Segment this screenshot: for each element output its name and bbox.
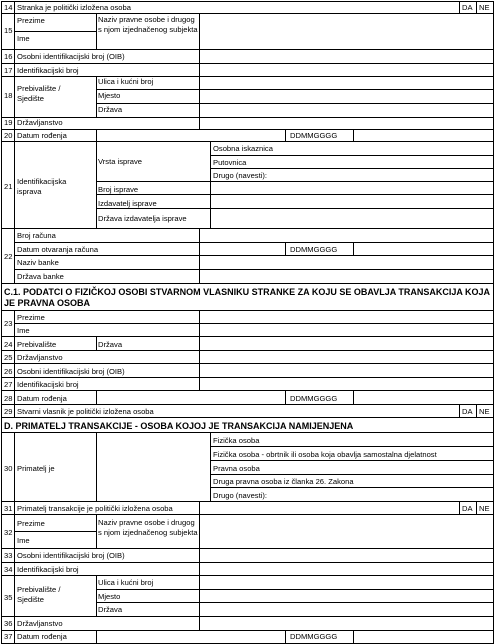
- grid-line: [96, 390, 97, 405]
- pep-question: Stranka je politički izložena osoba: [17, 3, 131, 12]
- date-format-hint: DDMMGGGG: [290, 394, 338, 403]
- grid-line: [96, 141, 97, 229]
- city-label: Mjesto: [98, 592, 121, 601]
- birth-date-input[interactable]: [96, 129, 285, 141]
- grid-line: [210, 155, 494, 156]
- document-issuer-label: Izdavatelj isprave: [98, 199, 157, 208]
- row-number: 16: [4, 52, 13, 61]
- grid-line: [1, 562, 494, 563]
- grid-line: [96, 103, 494, 104]
- grid-line: [210, 487, 494, 488]
- first-name-label: Ime: [17, 34, 30, 43]
- date-format-hint: DDMMGGGG: [290, 632, 338, 641]
- grid-line: [476, 404, 477, 418]
- oib-label: Osobni identifikacijski broj (OIB): [17, 551, 125, 560]
- grid-line: [1, 417, 494, 418]
- grid-line: [353, 390, 354, 405]
- option-passport[interactable]: Putovnica: [213, 158, 247, 167]
- no-option[interactable]: NE: [479, 407, 490, 416]
- grid-line: [285, 630, 286, 644]
- section-d-heading: D. PRIMATELJ TRANSAKCIJE - OSOBA KOJOJ JE TRANSAKCIJA NAMIJENJENA: [4, 421, 354, 431]
- row-number: 37: [4, 632, 13, 641]
- citizenship-label: Državljanstvo: [17, 118, 63, 127]
- oib-label: Osobni identifikacijski broj (OIB): [17, 367, 125, 376]
- grid-line: [1, 404, 494, 405]
- first-name-label: Ime: [17, 326, 30, 335]
- grid-line: [210, 432, 211, 502]
- surname-label: Prezime: [17, 519, 45, 528]
- grid-line: [1, 363, 494, 364]
- row-number: 30: [4, 464, 13, 473]
- row-number: 28: [4, 394, 13, 403]
- row-number: 17: [4, 66, 13, 75]
- grid-line: [459, 404, 460, 418]
- recipient-pep-input[interactable]: [199, 501, 453, 514]
- no-option[interactable]: NE: [479, 3, 490, 12]
- option-other[interactable]: Drugo (navesti):: [213, 491, 268, 500]
- row-number: 25: [4, 353, 13, 362]
- birth-date-label: Datum rođenja: [17, 632, 67, 641]
- row-number: 35: [4, 593, 13, 602]
- document-number-label: Broj isprave: [98, 185, 139, 194]
- surname-label: Prezime: [17, 313, 45, 322]
- grid-line: [1, 283, 494, 284]
- oib-label: Osobni identifikacijski broj (OIB): [17, 52, 125, 61]
- legal-entity-name-label: Naziv pravne osobe i drugog s njom izjednačenog subjekta: [98, 518, 198, 537]
- recipient-legal-name-input[interactable]: [199, 514, 493, 548]
- country-label: Država: [98, 340, 123, 349]
- grid-line: [459, 501, 460, 515]
- row-number: 18: [4, 91, 13, 100]
- grid-line: [1, 390, 494, 391]
- yes-option[interactable]: DA: [462, 504, 473, 513]
- grid-line: [285, 242, 286, 256]
- grid-line: [1, 377, 494, 378]
- document-type-label: Vrsta isprave: [98, 157, 143, 166]
- grid-line: [1, 336, 494, 337]
- recipient-pep-question: Primatelj transakcije je politički izložena osoba: [17, 504, 173, 513]
- row-number: 19: [4, 118, 13, 127]
- grid-line: [1, 616, 494, 617]
- grid-line: [353, 242, 354, 256]
- recipient-birth-date-input[interactable]: [96, 630, 285, 642]
- grid-line: [353, 129, 354, 142]
- bank-country-label: Država banke: [17, 272, 64, 281]
- row-number: 34: [4, 565, 13, 574]
- grid-line: [96, 336, 97, 351]
- grid-line: [1, 76, 494, 77]
- grid-line: [285, 390, 286, 405]
- id-number-input[interactable]: [199, 63, 493, 76]
- grid-line: [1, 575, 494, 576]
- option-other-legal-person[interactable]: Druga pravna osoba iz članka 26. Zakona: [213, 477, 354, 486]
- row-number: 27: [4, 380, 13, 389]
- id-document-label: Identifikacijska isprava: [17, 177, 67, 196]
- account-open-date-label: Datum otvaranja računa: [17, 245, 99, 254]
- row-number: 36: [4, 619, 13, 628]
- row-number: 22: [4, 252, 13, 261]
- option-id-card[interactable]: Osobna iskaznica: [213, 144, 273, 153]
- citizenship-label: Državljanstvo: [17, 619, 63, 628]
- date-format-hint: DDMMGGGG: [290, 131, 338, 140]
- grid-line: [199, 616, 200, 631]
- citizenship-label: Državljanstvo: [17, 353, 63, 362]
- grid-line: [14, 310, 15, 418]
- grid-line: [1, 1, 494, 2]
- grid-line: [210, 168, 494, 169]
- bank-name-label: Naziv banke: [17, 258, 59, 267]
- grid-line: [96, 194, 494, 195]
- birth-date-label: Datum rođenja: [17, 131, 67, 140]
- option-other[interactable]: Drugo (navesti):: [213, 171, 268, 180]
- recipient-type-label: Primatelj je: [17, 464, 55, 473]
- grid-line: [1, 548, 494, 549]
- yes-option[interactable]: DA: [462, 3, 473, 12]
- row-number: 33: [4, 551, 13, 560]
- grid-line: [199, 76, 200, 118]
- grid-line: [96, 589, 494, 590]
- residence-label: Prebivalište / Sjedište: [17, 585, 61, 604]
- option-sole-trader[interactable]: Fizička osoba - obrtnik ili osoba koja obavlja samostalna djelatnost: [213, 450, 437, 459]
- beneficial-owner-pep-question: Stvarni vlasnik je politički izložena osoba: [17, 407, 154, 416]
- id-number-label: Identifikacijski broj: [17, 66, 79, 75]
- grid-line: [96, 208, 494, 209]
- legal-entity-name-label: Naziv pravne osobe i drugog s njom izjednačenog subjekta: [98, 15, 198, 34]
- birth-date-label: Datum rođenja: [17, 394, 67, 403]
- grid-line: [96, 575, 97, 617]
- row-number: 21: [4, 182, 13, 191]
- row-number: 24: [4, 340, 13, 349]
- id-number-label: Identifikacijski broj: [17, 565, 79, 574]
- country-label: Država: [98, 605, 123, 614]
- row-number: 26: [4, 367, 13, 376]
- citizenship-input[interactable]: [199, 117, 493, 129]
- option-legal-person[interactable]: Pravna osoba: [213, 464, 260, 473]
- no-option[interactable]: NE: [479, 504, 490, 513]
- yes-option[interactable]: DA: [462, 407, 473, 416]
- grid-line: [210, 446, 494, 447]
- id-number-label: Identifikacijski broj: [17, 380, 79, 389]
- row-number: 20: [4, 131, 13, 140]
- grid-line: [210, 474, 494, 475]
- account-number-input[interactable]: [199, 228, 493, 242]
- row-number: 15: [4, 26, 13, 35]
- grid-line: [1, 432, 494, 433]
- grid-line: [199, 575, 200, 617]
- grid-line: [14, 255, 494, 256]
- row-number: 31: [4, 504, 13, 513]
- account-number-label: Broj računa: [17, 231, 56, 240]
- grid-line: [14, 531, 97, 532]
- grid-line: [210, 460, 494, 461]
- section-c1-heading: C.1. PODATCI O FIZIČKOJ OSOBI STVARNOM VLASNIKU STRANKE ZA KOJU SE OBAVLJA TRANSAKCIJA KOJA JE PRAVNA OSOBA: [4, 287, 490, 309]
- street-label: Ulica i kućni broj: [98, 77, 154, 86]
- grid-line: [199, 336, 200, 351]
- grid-line: [14, 269, 494, 270]
- row-number: 23: [4, 319, 13, 328]
- issuer-country-label: Država izdavatelja isprave: [98, 214, 187, 223]
- grid-line: [1, 1, 2, 644]
- grid-line: [1, 141, 494, 142]
- grid-line: [96, 181, 494, 182]
- date-format-hint: DDMMGGGG: [290, 245, 338, 254]
- residence-label: Prebivalište: [17, 340, 57, 349]
- row-number: 29: [4, 407, 13, 416]
- grid-line: [353, 630, 354, 644]
- residence-label: Prebivalište / Sjedište: [17, 84, 61, 103]
- grid-line: [14, 31, 97, 32]
- grid-line: [14, 432, 15, 644]
- first-name-label: Ime: [17, 536, 30, 545]
- grid-line: [14, 242, 494, 243]
- city-label: Mjesto: [98, 91, 121, 100]
- grid-line: [96, 432, 97, 502]
- grid-line: [1, 350, 494, 351]
- country-label: Država: [98, 105, 123, 114]
- grid-line: [199, 350, 200, 391]
- street-label: Ulica i kućni broj: [98, 578, 154, 587]
- grid-line: [476, 501, 477, 515]
- grid-line: [285, 129, 286, 142]
- grid-line: [96, 89, 494, 90]
- grid-line: [96, 602, 494, 603]
- grid-line: [199, 548, 200, 576]
- owner-name-input[interactable]: [199, 310, 493, 336]
- row-number: 32: [4, 528, 13, 537]
- option-natural-person[interactable]: Fizička osoba: [213, 436, 260, 445]
- grid-line: [96, 76, 97, 118]
- row-number: 14: [4, 3, 13, 12]
- legal-entity-name-input[interactable]: [199, 13, 493, 49]
- surname-label: Prezime: [17, 16, 45, 25]
- oib-input[interactable]: [199, 49, 493, 63]
